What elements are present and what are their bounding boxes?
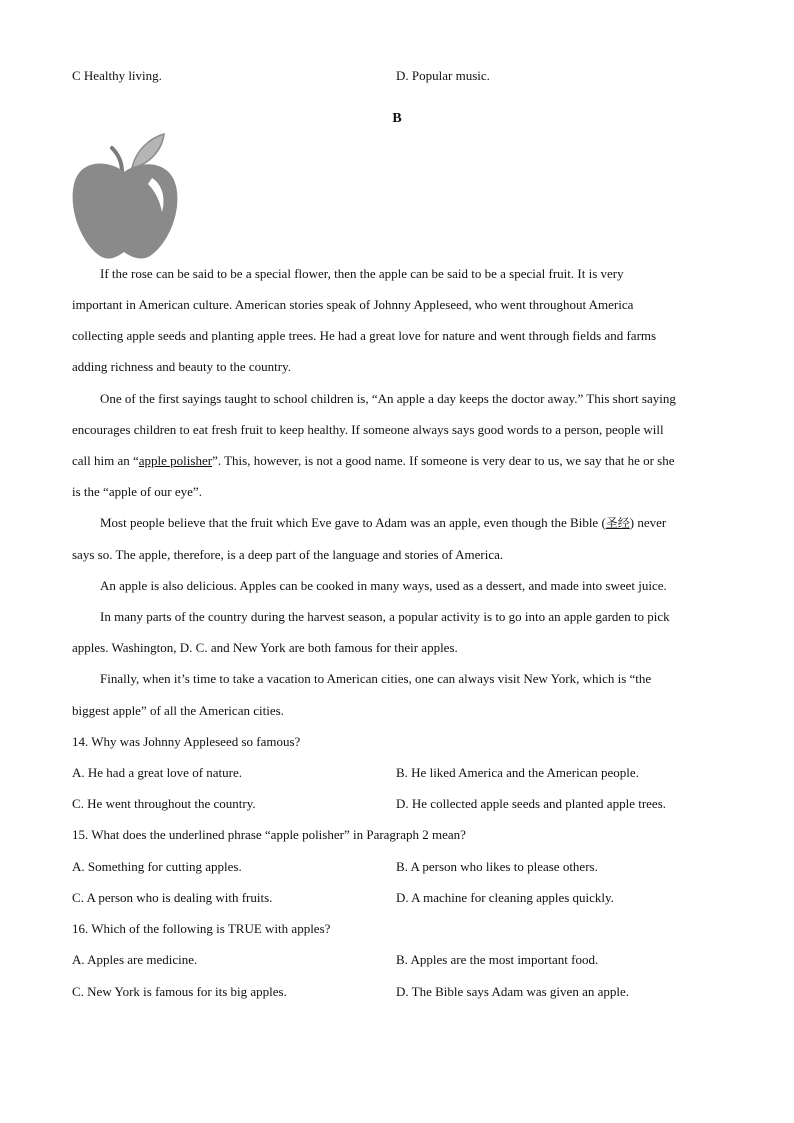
- option-c: C. New York is famous for its big apples.: [72, 984, 287, 999]
- option-a: A. Apples are medicine.: [72, 952, 198, 967]
- option-b: B. He liked America and the American people.: [396, 765, 639, 780]
- chinese-gloss: 圣经: [605, 516, 630, 530]
- passage-line: is the “apple of our eye”.: [72, 484, 202, 499]
- option-d: D. A machine for cleaning apples quickly.: [396, 890, 614, 905]
- option-d: D. Popular music.: [396, 68, 490, 83]
- passage-line: In many parts of the country during the harvest season, a popular activity is to go into an apple garden to pick: [100, 609, 670, 624]
- passage-line: If the rose can be said to be a special flower, then the apple can be said to be a special fruit. It is very: [100, 266, 624, 281]
- passage-text: Most people believe that the fruit which Eve gave to Adam was an apple, even though the Bible (: [100, 515, 606, 530]
- passage-line: adding richness and beauty to the country.: [72, 359, 292, 374]
- passage-line: [100, 514, 666, 532]
- option-b: B. A person who likes to please others.: [396, 859, 598, 874]
- passage-line: says so. The apple, therefore, is a deep part of the language and stories of America.: [72, 547, 504, 562]
- question-stem: 15. What does the underlined phrase “apple polisher” in Paragraph 2 mean?: [72, 827, 466, 842]
- option-c: C. A person who is dealing with fruits.: [72, 890, 273, 905]
- passage-line: Finally, when it’s time to take a vacation to American cities, one can always visit New York, which is “the: [100, 671, 652, 686]
- option-c: C Healthy living.: [72, 68, 162, 83]
- option-b: B. Apples are the most important food.: [396, 952, 599, 967]
- passage-text: ) never: [629, 515, 667, 530]
- option-c: C. He went throughout the country.: [72, 796, 256, 811]
- option-a: A. He had a great love of nature.: [72, 765, 243, 780]
- passage-line: [72, 452, 675, 470]
- passage-line: collecting apple seeds and planting apple trees. He had a great love for nature and went through fields and farms: [72, 328, 657, 343]
- question-stem: 16. Which of the following is TRUE with apples?: [72, 921, 331, 936]
- option-d: D. The Bible says Adam was given an apple.: [396, 984, 629, 999]
- passage-line: One of the first sayings taught to school children is, “An apple a day keeps the doctor away.” This short saying: [100, 391, 676, 406]
- option-a: A. Something for cutting apples.: [72, 859, 242, 874]
- option-d: D. He collected apple seeds and planted apple trees.: [396, 796, 666, 811]
- passage-line: encourages children to eat fresh fruit to keep healthy. If someone always says good words to a person, people will: [72, 422, 664, 437]
- passage-text: call him an “: [72, 453, 139, 468]
- underlined-phrase: apple polisher: [138, 453, 213, 468]
- passage-line: apples. Washington, D. C. and New York are both famous for their apples.: [72, 640, 458, 655]
- section-heading: B: [392, 111, 402, 126]
- passage-line: biggest apple” of all the American cities.: [72, 703, 284, 718]
- passage-line: important in American culture. American stories speak of Johnny Appleseed, who went throughout America: [72, 297, 634, 312]
- passage-line: An apple is also delicious. Apples can be cooked in many ways, used as a dessert, and made into sweet juice.: [100, 578, 667, 593]
- question-stem: 14. Why was Johnny Appleseed so famous?: [72, 734, 301, 749]
- apple-icon: [70, 132, 182, 260]
- passage-text: ”. This, however, is not a good name. If someone is very dear to us, we say that he or she: [212, 453, 675, 468]
